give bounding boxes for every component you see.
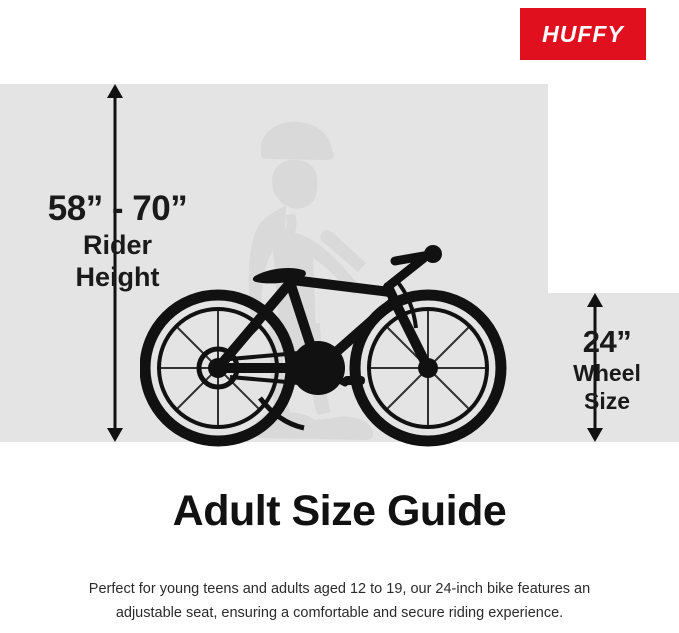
wheel-size-label	[547, 325, 667, 414]
rider-height-label	[30, 190, 205, 292]
wheel-size-caption-line2: Size	[583, 387, 631, 414]
rider-height-caption-line2: Height	[75, 262, 160, 293]
wheel-size-value: 24”	[582, 324, 632, 359]
wheel-size-caption-line1: Wheel	[573, 360, 641, 387]
huffy-logo	[520, 8, 646, 60]
brand-wordmark: HUFFY	[542, 20, 624, 47]
description-text: Perfect for young teens and adults aged 12 to 19, our 24-inch bike features an adjustable seat, ensuring a comfortable and secure riding experience.	[88, 581, 591, 621]
page-title: Adult Size Guide	[172, 487, 507, 535]
rider-height-caption-line1: Rider	[82, 229, 153, 260]
rider-height-value: 58” - 70”	[47, 189, 188, 228]
